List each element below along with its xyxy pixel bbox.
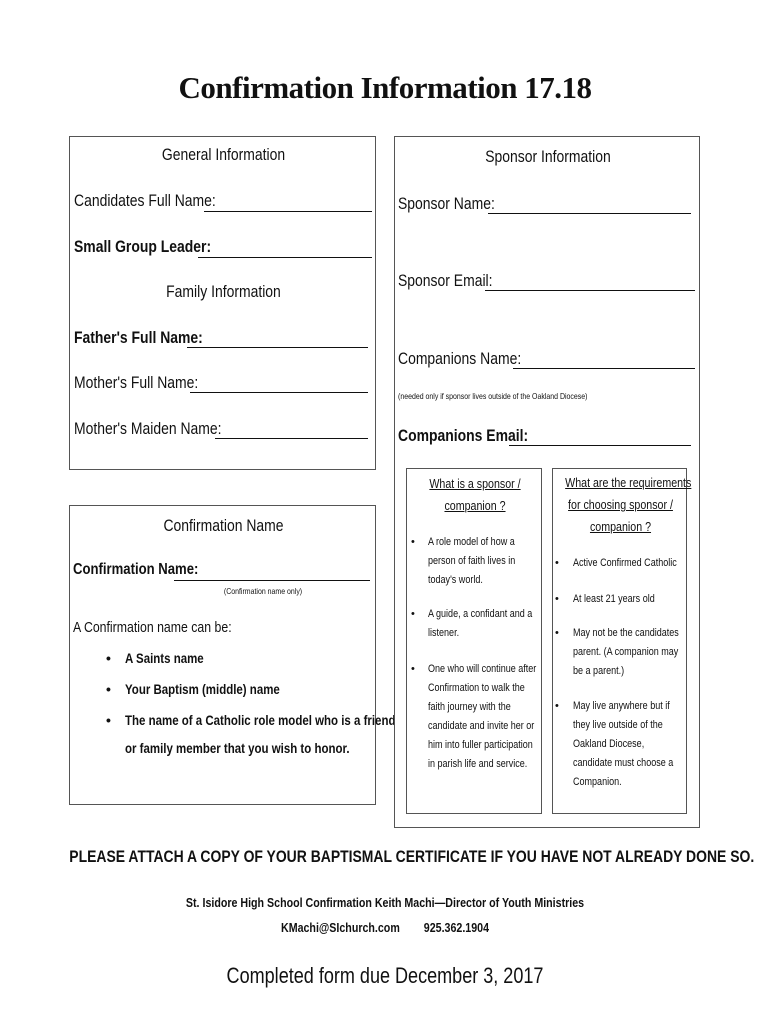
- confirmation-name-box: Confirmation Name Confirmation Name: (Confirmation name only) A Confirmation name can be: • A Saints name • Your Baptism (middle) name • The name of a Catholic role model who is a friend or family member that you wish to honor.: [69, 505, 376, 805]
- due-date: December 3, 2017: [395, 963, 544, 988]
- mother-name-label: Mother's Full Name:: [74, 373, 199, 392]
- confirmation-name-note: (Confirmation name only): [223, 586, 303, 596]
- requirements-heading-line3: companion ?: [589, 519, 652, 534]
- sponsor-name-field[interactable]: [488, 213, 691, 214]
- companion-name-label: Companions Name:: [398, 349, 522, 368]
- candidate-name-label: Candidates Full Name:: [74, 191, 216, 210]
- what-is-sponsor-heading-line1: What is a sponsor /: [429, 476, 521, 491]
- attach-certificate-notice: PLEASE ATTACH A COPY OF YOUR BAPTISMAL CERTIFICATE IF YOU HAVE NOT ALREADY DONE SO.: [69, 847, 755, 866]
- companion-email-label: Companions Email:: [398, 426, 529, 445]
- confirmation-name-can-be: A Confirmation name can be:: [73, 619, 232, 636]
- sponsor-email-field[interactable]: [485, 290, 695, 291]
- bullet: •: [106, 712, 111, 728]
- requirements-heading-line2: for choosing sponsor /: [568, 497, 673, 512]
- mother-name-field[interactable]: [190, 392, 368, 393]
- general-information-box: [69, 136, 376, 470]
- due-prefix: Completed form due: [226, 963, 396, 988]
- due-date-line: [69, 963, 700, 989]
- bullet: •: [411, 536, 415, 548]
- bullet: •: [411, 608, 415, 620]
- companion-name-field[interactable]: [513, 368, 695, 369]
- candidate-name-field[interactable]: [204, 211, 372, 212]
- contact-line: St. Isidore High School Confirmation Keith Machi—Director of Youth Ministries: [185, 895, 585, 910]
- bullet: •: [411, 663, 415, 675]
- bullet: •: [106, 650, 111, 666]
- mother-maiden-name-field[interactable]: [215, 438, 368, 439]
- contact-email[interactable]: KMachi@SIchurch.com: [281, 920, 400, 935]
- confirmation-name-field[interactable]: [174, 580, 370, 581]
- confirmation-name-heading: Confirmation Name: [163, 516, 284, 535]
- mother-maiden-name-label: Mother's Maiden Name:: [74, 419, 222, 438]
- requirements-box: What are the requirements for choosing sponsor / companion ? • Active Confirmed Catholic • At least 21 years old • May not be the candidates parent. (A companion may be a parent.) • May live anywhere but if they live outside of the Oakland Diocese, candidate must choose a Companion.: [552, 468, 687, 814]
- confirmation-name-label: Confirmation Name:: [73, 561, 199, 578]
- family-information-heading: Family Information: [166, 282, 281, 301]
- page-title: Confirmation Information 17.18: [178, 70, 592, 105]
- bullet: •: [106, 681, 111, 697]
- sponsor-email-label: Sponsor Email:: [398, 271, 493, 290]
- bullet: •: [555, 627, 559, 639]
- contact-details: [69, 920, 700, 935]
- sponsor-information-box: [394, 136, 700, 828]
- bullet: •: [555, 700, 559, 712]
- what-is-sponsor-heading-line2: companion ?: [444, 498, 506, 513]
- bullet: •: [555, 593, 559, 605]
- sponsor-name-label: Sponsor Name:: [398, 194, 495, 213]
- general-information-heading: General Information: [161, 145, 286, 164]
- father-name-label: Father's Full Name:: [74, 328, 203, 347]
- what-is-sponsor-box: What is a sponsor / companion ? • A role model of how a person of faith lives in today's world. • A guide, a confidant and a listener. • One who will continue after Confirmation to walk the faith journey with the candidate and invite her or him into fuller participation in parish life and service.: [406, 468, 542, 814]
- father-name-field[interactable]: [187, 347, 368, 348]
- sponsor-information-heading: Sponsor Information: [485, 147, 611, 166]
- contact-phone: 925.362.1904: [423, 920, 489, 935]
- companion-email-field[interactable]: [509, 445, 691, 446]
- small-group-leader-field[interactable]: [198, 257, 372, 258]
- requirements-heading-line1: What are the requirements: [565, 475, 692, 490]
- small-group-leader-label: Small Group Leader:: [74, 237, 212, 256]
- bullet: •: [555, 557, 559, 569]
- companion-note: (needed only if sponsor lives outside of the Oakland Diocese): [398, 391, 588, 401]
